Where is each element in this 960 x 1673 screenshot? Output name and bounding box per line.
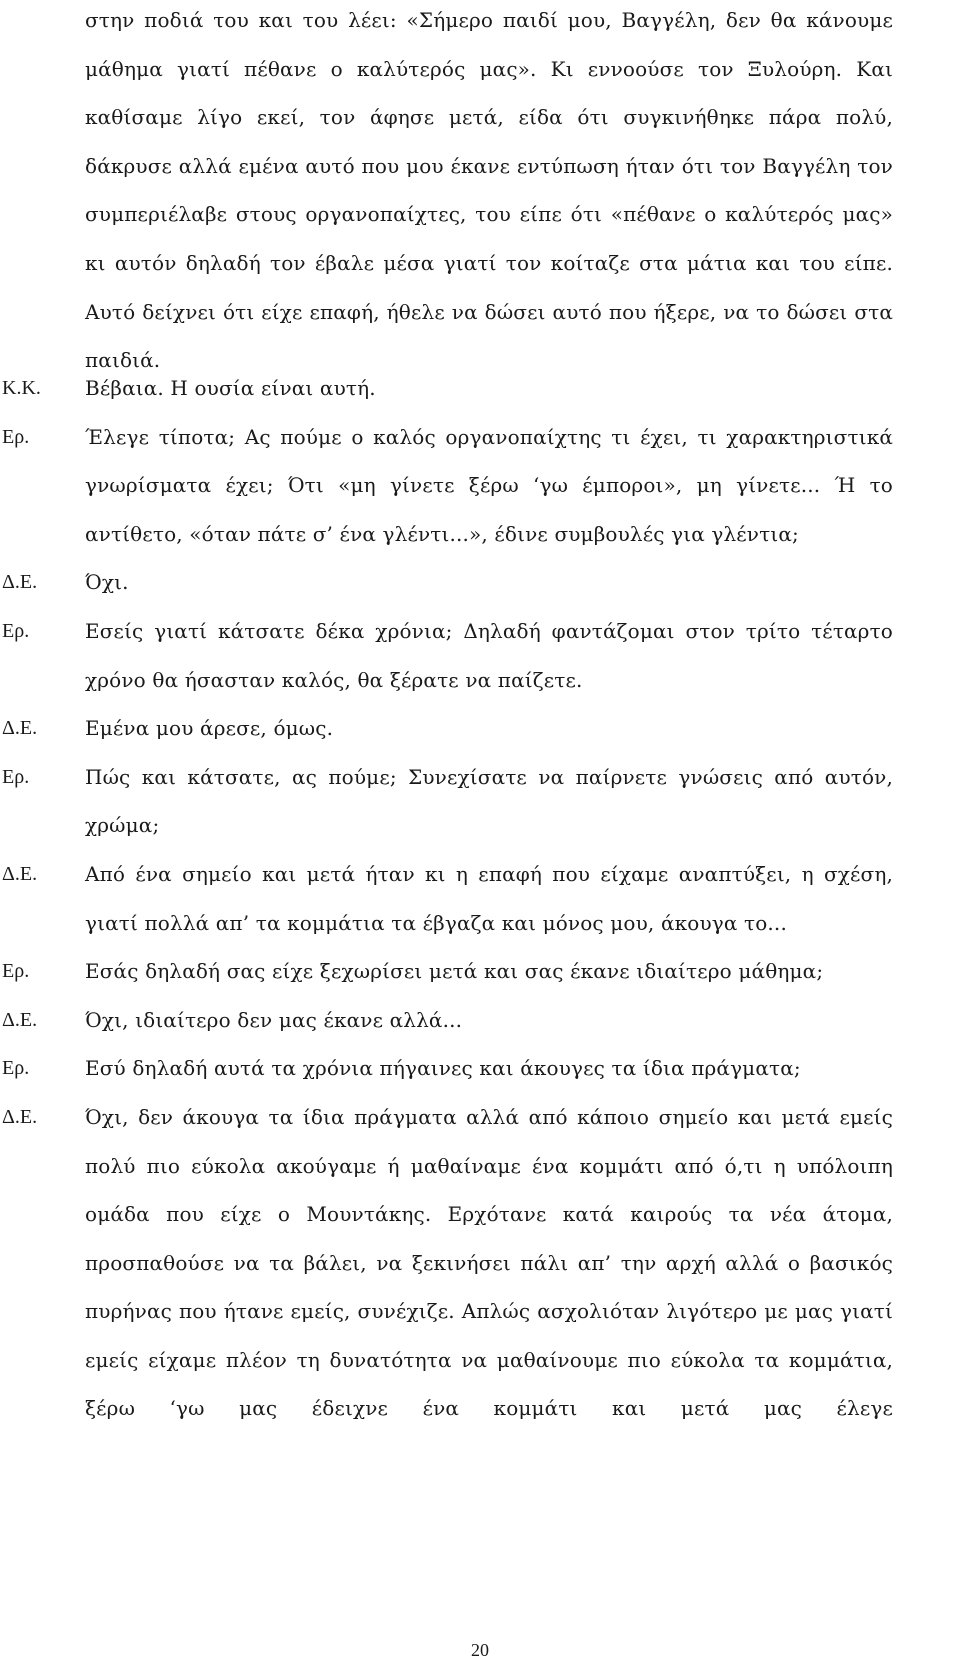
speaker-label: Δ.Ε. bbox=[2, 571, 38, 594]
turn-text: Εσύ δηλαδή αυτά τα χρόνια πήγαινες και άκουγες τα ίδια πράγματα; bbox=[85, 1056, 801, 1081]
speaker-label: Ερ. bbox=[2, 960, 30, 983]
turn-text: Βέβαια. Η ουσία είναι αυτή. bbox=[85, 376, 376, 400]
page-number: 20 bbox=[471, 1640, 489, 1660]
speaker-label: Κ.Κ. bbox=[2, 377, 41, 399]
speaker-label: Ερ. bbox=[2, 425, 30, 448]
speaker-label: Ερ. bbox=[2, 619, 30, 642]
turn-text: Όχι, ιδιαίτερο δεν μας έκανε αλλά... bbox=[85, 1007, 463, 1032]
speaker-label: Ερ. bbox=[2, 765, 30, 788]
turn-text: Έλεγε τίποτα; Ας πούμε ο καλός οργανοπαίχτης τι έχει, τι χαρακτηριστικά γνωρίσματα έχει; Ότι «μη γίνετε ξέρω ‘γω έμποροι», μη γίνετε... Ή το αντίθετο, «όταν πάτε σ’ ένα γλέντι...», έδινε συμβουλές για γλέντια; bbox=[85, 424, 893, 546]
transcript-turns bbox=[0, 364, 893, 1433]
turn-de bbox=[0, 558, 893, 607]
turn-interviewer bbox=[0, 947, 893, 996]
turn-kk bbox=[0, 364, 893, 413]
turn-text: Εμένα μου άρεσε, όμως. bbox=[85, 716, 334, 741]
paragraph-text: στην ποδιά του και του λέει: «Σήμερο παιδί μου, Βαγγέλη, δεν θα κάνουμε μάθημα γιατί πέθανε ο καλύτερός μας». Κι εννοούσε τον Ξυλούρη. Και καθίσαμε λίγο εκεί, τον άφησε μετά, είδα ότι συγκινήθηκε πάρα πολύ, δάκρυσε αλλά εμένα αυτό που μου έκανε εντύπωση ήταν ότι τον Βαγγέλη τον συμπεριέλαβε στους οργανοπαίχτες, του είπε ότι «πέθανε ο καλύτερός μας» κι αυτόν δηλαδή τον έβαλε μέσα γιατί τον κοίταζε στα μάτια και του είπε. Αυτό δείχνει ότι είχε επαφή, ήθελε να δώσει αυτό που ήξερε, να το δώσει στα παιδιά. bbox=[85, 8, 893, 373]
turn-text: Από ένα σημείο και μετά ήταν κι η επαφή που είχαμε αναπτύξει, η σχέση, γιατί πολλά απ’ τα κομμάτια τα έβγαζα και μόνος μου, άκουγα το... bbox=[85, 861, 893, 935]
turn-text: Εσάς δηλαδή σας είχε ξεχωρίσει μετά και σας έκανε ιδιαίτερο μάθημα; bbox=[85, 959, 824, 984]
continuation-paragraph bbox=[0, 0, 893, 385]
turn-interviewer bbox=[0, 1044, 893, 1093]
turn-text: Όχι. bbox=[85, 570, 129, 595]
speaker-label: Δ.Ε. bbox=[2, 717, 38, 740]
turn-de bbox=[0, 1093, 893, 1433]
turn-interviewer bbox=[0, 607, 893, 704]
turn-de bbox=[0, 704, 893, 753]
turn-text: Εσείς γιατί κάτσατε δέκα χρόνια; Δηλαδή φαντάζομαι στον τρίτο τέταρτο χρόνο θα ήσασταν καλός, θα ξέρατε να παίζετε. bbox=[85, 618, 893, 692]
turn-text: Πώς και κάτσατε, ας πούμε; Συνεχίσατε να παίρνετε γνώσεις από αυτόν, χρώμα; bbox=[85, 764, 893, 838]
speaker-label: Δ.Ε. bbox=[2, 1008, 38, 1031]
turn-interviewer bbox=[0, 753, 893, 850]
turn-text: Όχι, δεν άκουγα τα ίδια πράγματα αλλά από κάποιο σημείο και μετά εμείς πολύ πιο εύκολα ακούγαμε ή μαθαίναμε ένα κομμάτι από ό,τι η υπόλοιπη ομάδα που είχε ο Μουντάκης. Ερχότανε κατά καιρούς τα νέα άτομα, προσπαθούσε να τα βάλει, να ξεκινήσει πάλι απ’ την αρχή αλλά ο βασικός πυρήνας που ήτανε εμείς, συνέχιζε. Απλώς ασχολιόταν λιγότερο με μας γιατί εμείς είχαμε πλέον τη δυνατότητα να μαθαίνουμε πιο εύκολα τα κομμάτια, ξέρω ‘γω μας έδειχνε ένα κομμάτι και μετά μας έλεγε bbox=[85, 1104, 893, 1421]
speaker-label: Δ.Ε. bbox=[2, 862, 38, 885]
turn-interviewer bbox=[0, 413, 893, 559]
turn-de bbox=[0, 850, 893, 947]
speaker-label: Δ.Ε. bbox=[2, 1105, 38, 1128]
turn-de bbox=[0, 996, 893, 1045]
speaker-label: Ερ. bbox=[2, 1057, 30, 1080]
